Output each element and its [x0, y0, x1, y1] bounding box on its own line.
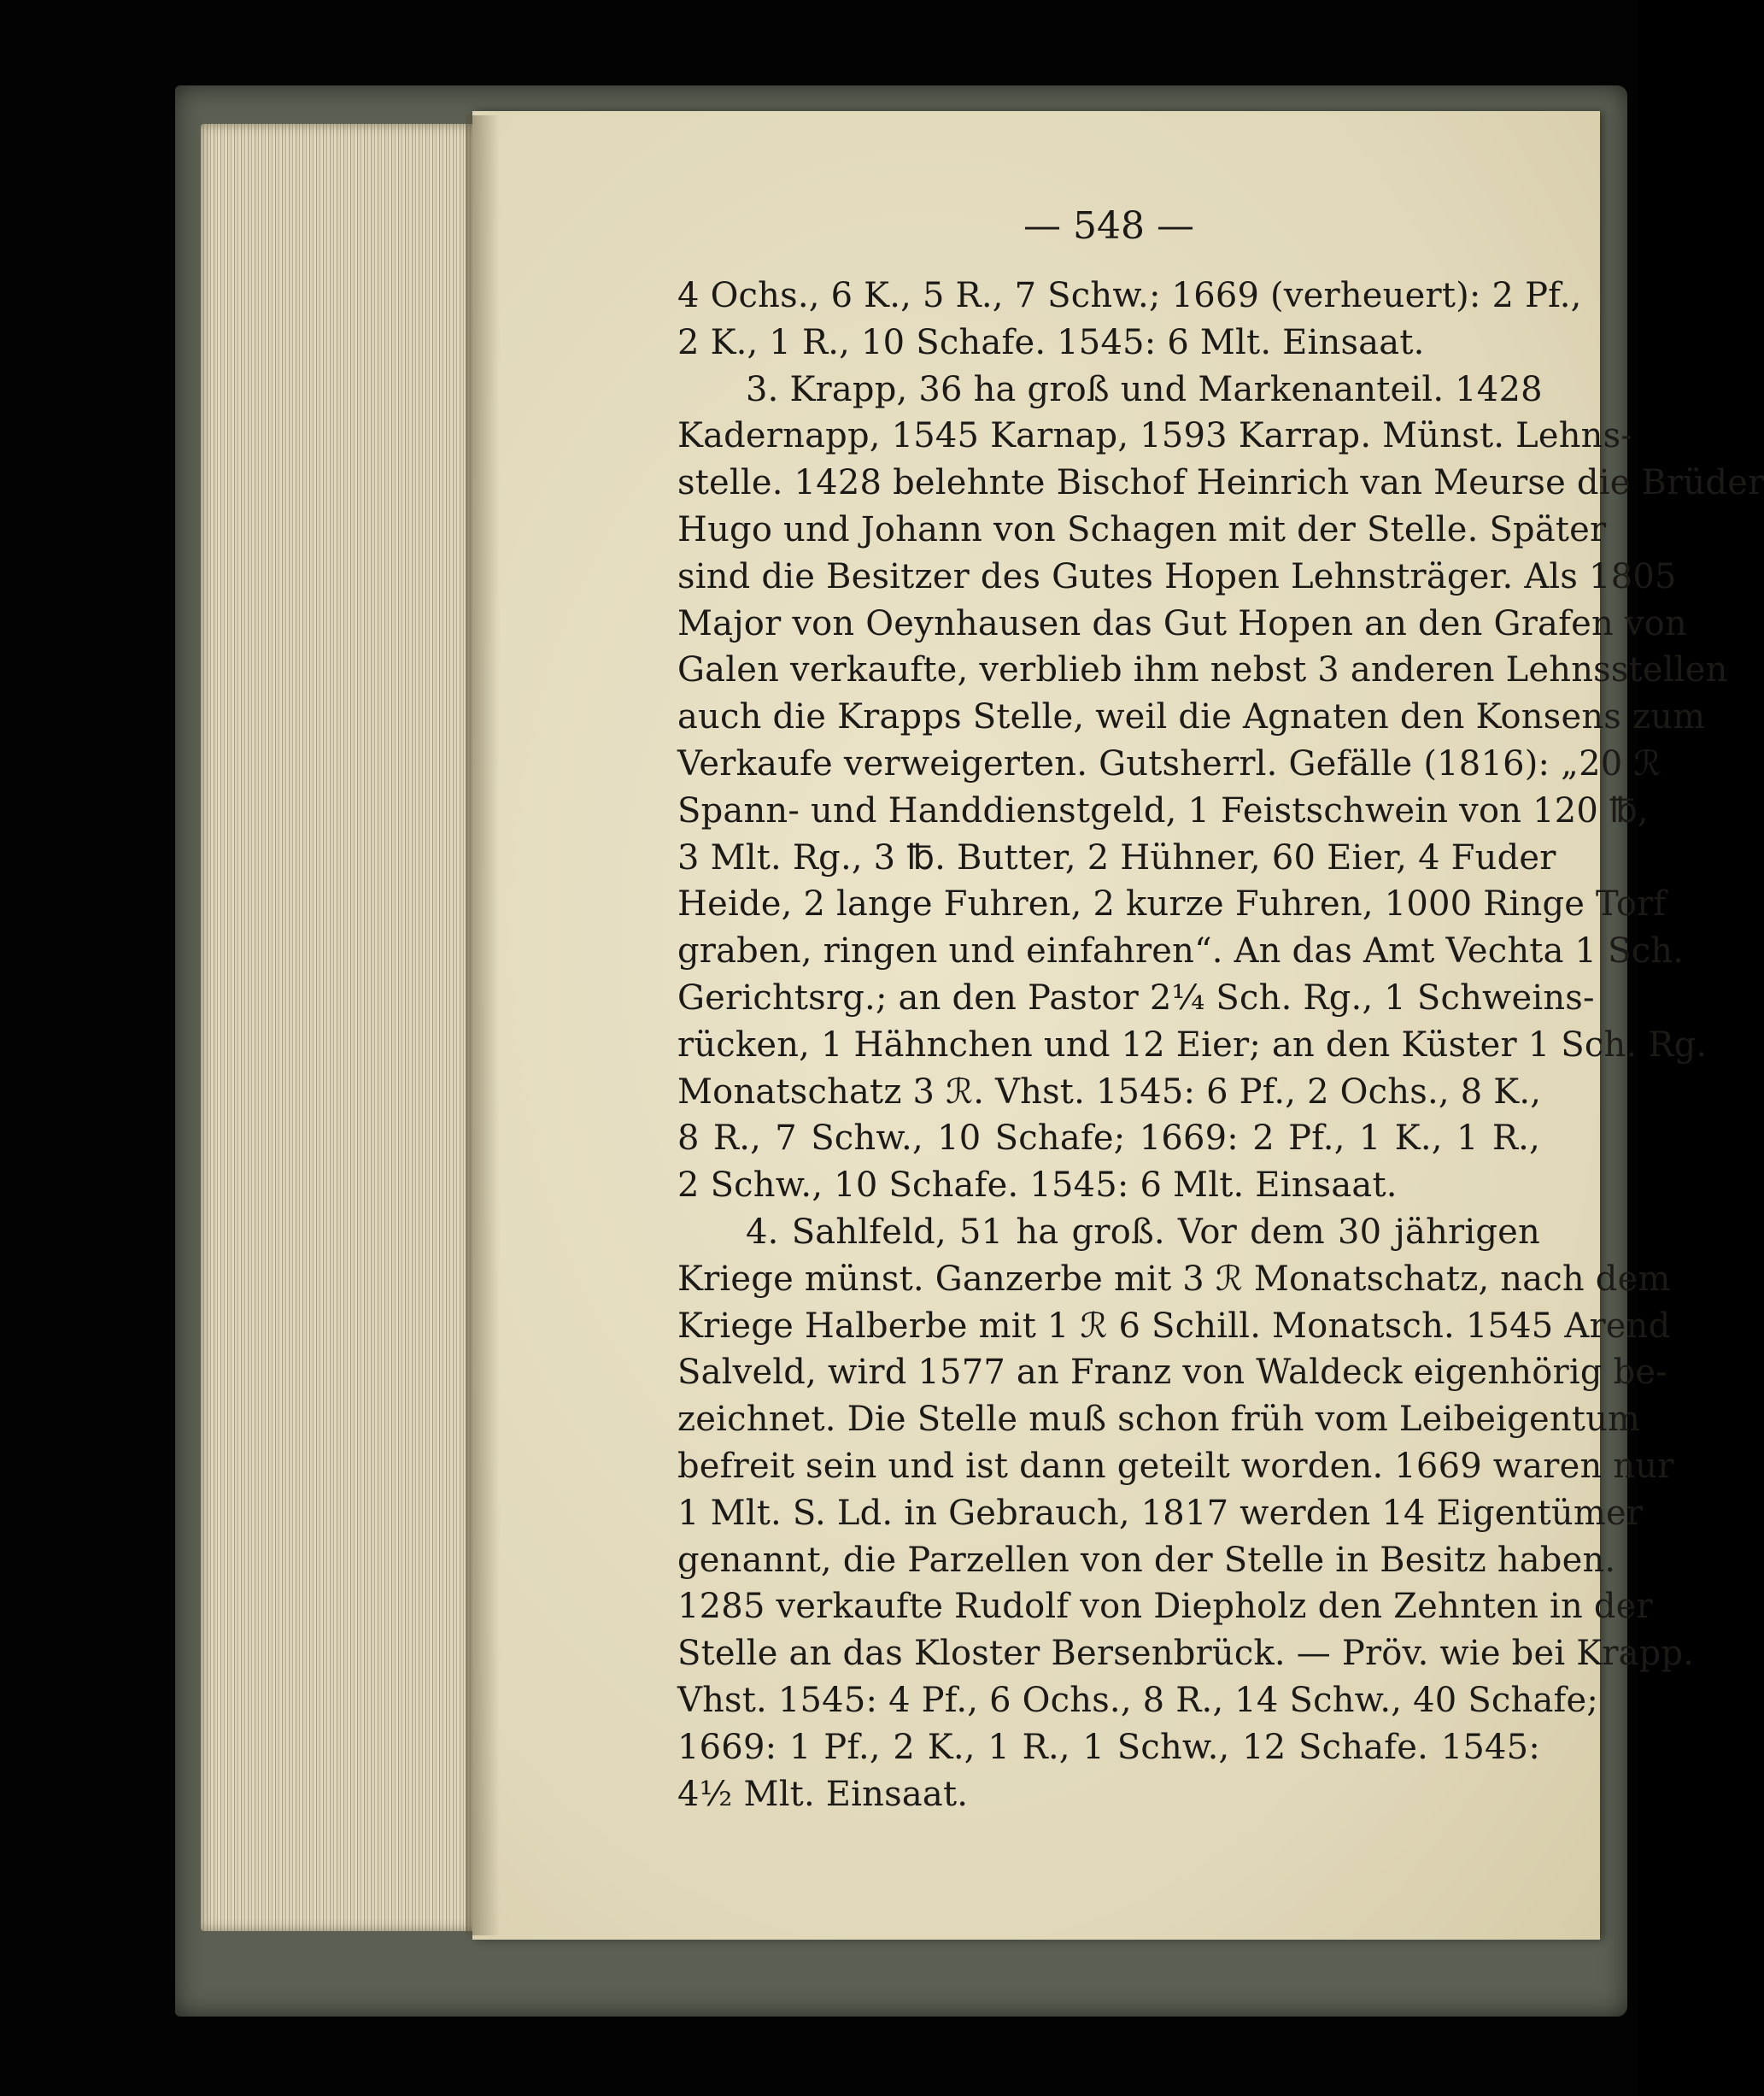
text-line: auch die Krapps Stelle, weil die Agnaten den Konsens zum: [677, 697, 1706, 737]
text-line: genannt, die Parzellen von der Stelle in Besitz haben.: [677, 1540, 1616, 1580]
text-line: Hugo und Johann von Schagen mit der Stelle. Später: [677, 509, 1607, 549]
text-line: stelle. 1428 belehnte Bischof Heinrich van Meurse die Brüder: [677, 463, 1764, 503]
text-line: zeichnet. Die Stelle muß schon früh vom Leibeigentum: [677, 1400, 1641, 1440]
page-gutter-shadow: [466, 115, 500, 1935]
text-line: 2 K., 1 R., 10 Schafe. 1545: 6 Mlt. Einsaat.: [677, 322, 1425, 362]
text-line: Spann- und Handdienstgeld, 1 Feistschwein von 120 ℔,: [677, 790, 1649, 831]
text-line: 4½ Mlt. Einsaat.: [677, 1774, 969, 1814]
text-line: Kriege Halberbe mit 1 ℛ 6 Schill. Monatsch. 1545 Arend: [677, 1306, 1671, 1346]
book-page: [472, 111, 1764, 1940]
text-line: 8 R., 7 Schw., 10 Schafe; 1669: 2 Pf., 1 K., 1 R.,: [677, 1118, 1540, 1159]
text-line: Gerichtsrg.; an den Pastor 2¼ Sch. Rg., 1 Schweins-: [677, 978, 1595, 1018]
text-line: 1669: 1 Pf., 2 K., 1 R., 1 Schw., 12 Schafe. 1545:: [677, 1727, 1540, 1767]
text-line: 3. Krapp, 36 ha groß und Markenanteil. 1428: [746, 369, 1543, 409]
text-line: graben, ringen und einfahren“. An das Amt Vechta 1 Sch.: [677, 931, 1685, 972]
text-line: rücken, 1 Hähnchen und 12 Eier; an den Küster 1 Sch. Rg.: [677, 1025, 1708, 1065]
text-line: Kadernapp, 1545 Karnap, 1593 Karrap. Münst. Lehns-: [677, 416, 1633, 456]
text-line: Salveld, wird 1577 an Franz von Waldeck eigenhörig be-: [677, 1353, 1667, 1393]
text-line: Galen verkaufte, verblieb ihm nebst 3 anderen Lehnsstellen: [677, 650, 1728, 690]
text-line: 4. Sahlfeld, 51 ha groß. Vor dem 30 jährigen: [746, 1212, 1540, 1252]
text-line: Heide, 2 lange Fuhren, 2 kurze Fuhren, 1000 Ringe Torf: [677, 884, 1667, 925]
text-line: 3 Mlt. Rg., 3 ℔. Butter, 2 Hühner, 60 Eier, 4 Fuder: [677, 837, 1556, 878]
text-block: [677, 201, 1764, 1817]
text-line: Major von Oeynhausen das Gut Hopen an den Grafen von: [677, 603, 1687, 643]
text-line: Stelle an das Kloster Bersenbrück. — Pröv. wie bei Krapp.: [677, 1634, 1695, 1674]
text-line: 2 Schw., 10 Schafe. 1545: 6 Mlt. Einsaat.: [677, 1165, 1398, 1206]
text-line: Monatschatz 3 ℛ. Vhst. 1545: 6 Pf., 2 Ochs., 8 K.,: [677, 1071, 1542, 1112]
text-line: 1 Mlt. S. Ld. in Gebrauch, 1817 werden 14 Eigentümer: [677, 1493, 1644, 1533]
text-line: sind die Besitzer des Gutes Hopen Lehnsträger. Als 1805: [677, 556, 1677, 596]
text-line: Kriege münst. Ganzerbe mit 3 ℛ Monatschatz, nach dem: [677, 1259, 1671, 1299]
text-line: 1285 verkaufte Rudolf von Diepholz den Zehnten in der: [677, 1587, 1653, 1627]
page-number: — 548 —: [1023, 204, 1194, 248]
text-line: 4 Ochs., 6 K., 5 R., 7 Schw.; 1669 (verheuert): 2 Pf.,: [677, 276, 1582, 315]
text-line: Verkaufe verweigerten. Gutsherrl. Gefälle (1816): „20 ℛ: [677, 743, 1661, 784]
text-line: befreit sein und ist dann geteilt worden. 1669 waren nur: [677, 1446, 1674, 1486]
page-edges: [201, 124, 491, 1931]
text-line: Vhst. 1545: 4 Pf., 6 Ochs., 8 R., 14 Schw., 40 Schafe;: [677, 1680, 1599, 1720]
